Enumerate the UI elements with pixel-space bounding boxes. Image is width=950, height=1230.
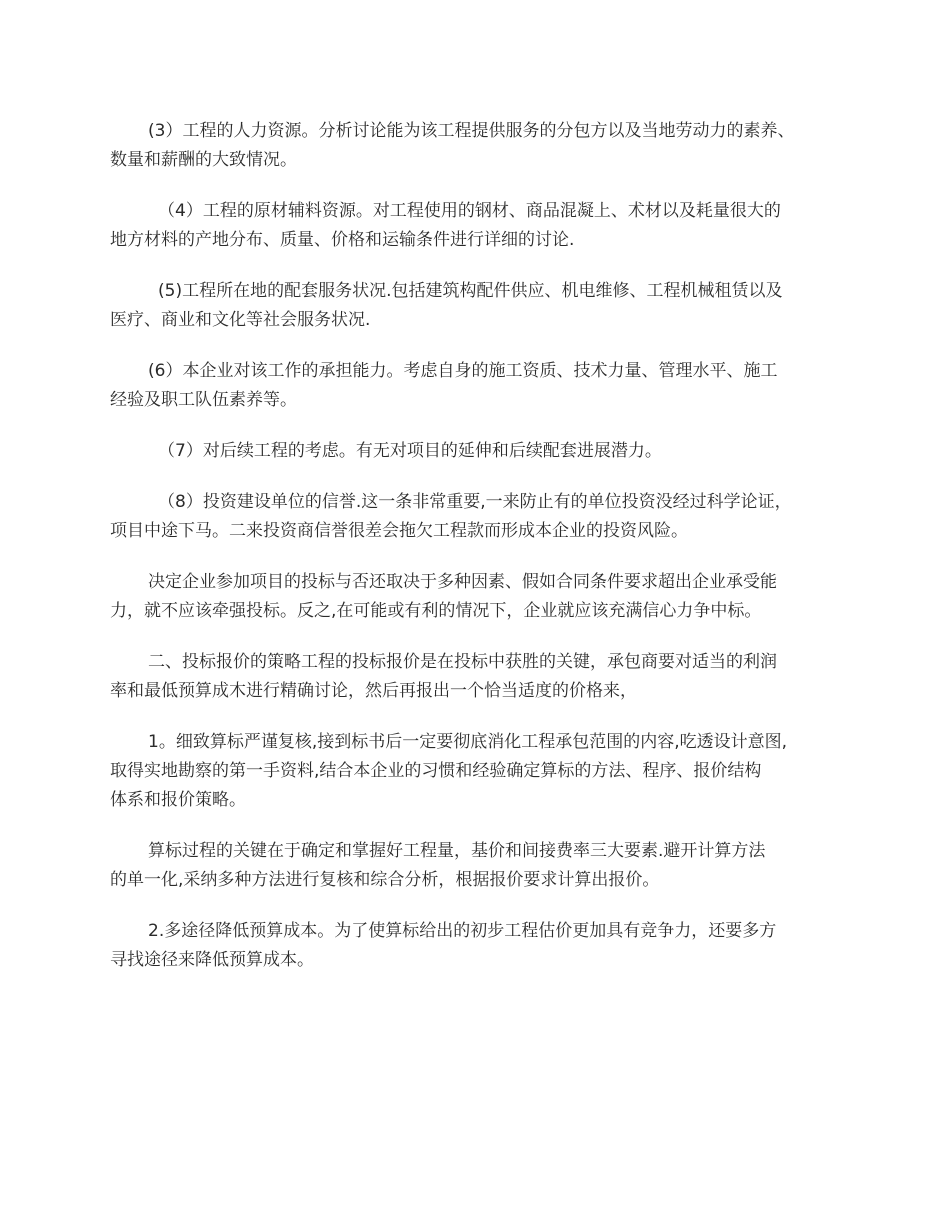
paragraph-careful-estimation: 1。细致算标严谨复核,接到标书后一定要彻底消化工程承包范围的内容,吃透设计意图, 取得实地勘察的第一手资料,结合本企业的习惯和经验确定算标的方法、程序、报价结构 体系和报价策略。 <box>110 732 788 810</box>
paragraph-bid-decision: 决定企业参加项目的投标与否还取决于多种因素、假如合同条件要求超出企业承受能 力，就不应该牵强投标。反之,在可能或有利的情况下，企业就应该充满信心力争中标。 <box>110 572 777 621</box>
paragraph-reduce-costs: 2.多途径降低预算成本。为了使算标给出的初步工程估价更加具有竞争力，还要多方 寻找途径来降低预算成本。 <box>110 921 777 970</box>
paragraph-human-resources: (3）工程的人力资源。分析讨论能为该工程提供服务的分包方以及当地劳动力的素养、 数量和薪酬的大致情况。 <box>110 121 795 170</box>
paragraph-follow-up-projects: （7）对后续工程的考虑。有无对项目的延伸和后续配套进展潜力。 <box>158 441 662 461</box>
paragraph-company-capability: (6）本企业对该工作的承担能力。考虑自身的施工资质、技术力量、管理水平、施工 经验及职工队伍素养等。 <box>110 361 778 410</box>
paragraph-raw-materials: （4）工程的原材辅料资源。对工程使用的钢材、商品混凝上、术材以及耗量很大的 地方材料的产地分布、质量、价格和运输条件进行详细的讨论. <box>110 201 781 250</box>
paragraph-bid-pricing-strategy: 二、投标报价的策略工程的投标报价是在投标中获胜的关键，承包商要对适当的利润 率和最低预算成木进行精确讨论，然后再报出一个恰当适度的价格来， <box>110 652 777 701</box>
paragraph-estimation-key-factors: 算标过程的关键在于确定和掌握好工程量，基价和间接费率三大要素.避开计算方法 的单一化,采纳多种方法进行复核和综合分析，根据报价要求计算出报价。 <box>110 841 766 890</box>
paragraph-local-services: (5)工程所在地的配套服务状况.包括建筑构配件供应、机电维修、工程机械租赁以及 医疗、商业和文化等社会服务状况. <box>110 281 783 330</box>
paragraph-investor-credit: （8）投资建设单位的信誉.这一条非常重要,一来防止有的单位投资没经过科学论证， 项目中途下马。二来投资商信誉很差会拖欠工程款而形成本企业的投资风险。 <box>110 492 792 541</box>
document-body <box>110 117 842 997</box>
